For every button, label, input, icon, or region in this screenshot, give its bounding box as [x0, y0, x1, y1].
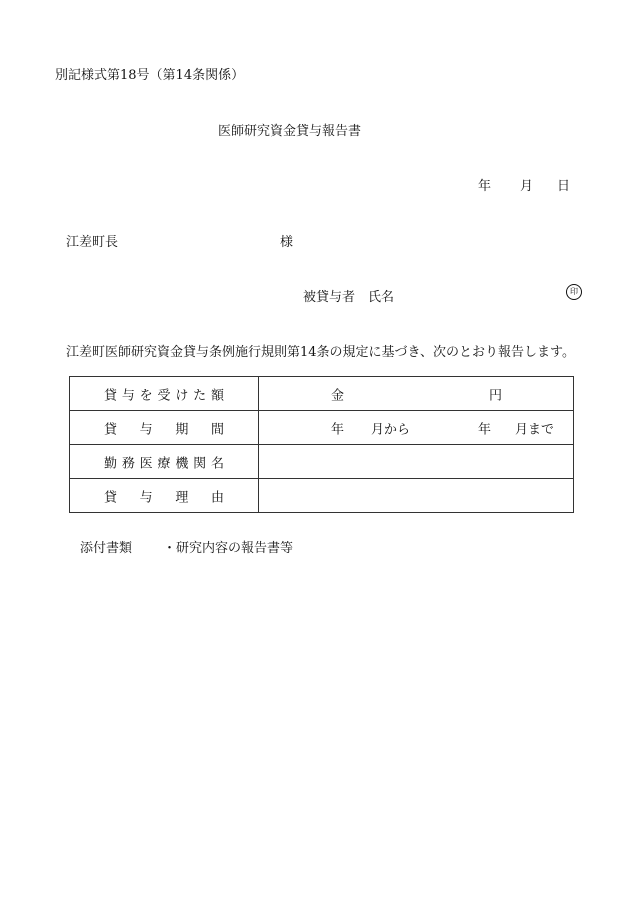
medical-institution-field[interactable] [259, 445, 574, 479]
label-char: 貸 [104, 388, 118, 403]
label-char: 名 [210, 456, 224, 471]
label-char: 関 [193, 456, 207, 471]
amount-prefix: 金 [331, 388, 345, 403]
label-char: 機 [175, 456, 189, 471]
period-start-month: 月から [371, 422, 411, 437]
document-title: 医師研究資金貸与報告書 [218, 124, 362, 139]
label-char: 務 [121, 456, 135, 471]
loan-reason-field[interactable] [259, 479, 574, 513]
label-char: け [175, 388, 189, 403]
date-day-label: 日 [557, 179, 571, 194]
period-end-year: 年 [478, 422, 492, 437]
label-char: 間 [210, 422, 224, 437]
label-char: 医 [139, 456, 153, 471]
form-reference: 別記様式第18号（第14条関係） [55, 68, 245, 83]
loan-period-field[interactable] [259, 411, 574, 445]
label-char: 額 [210, 388, 224, 403]
label-char: を [139, 388, 153, 403]
amount-unit: 円 [489, 388, 503, 403]
attachment-item: ・研究内容の報告書等 [163, 541, 294, 556]
label-char: 受 [157, 388, 171, 403]
label-char: 由 [210, 490, 224, 505]
table-row-loan-amount [70, 377, 574, 411]
period-start-year: 年 [331, 422, 345, 437]
row-label-loan-period [70, 411, 259, 445]
label-char: 理 [175, 490, 189, 505]
row-label-medical-institution [70, 445, 259, 479]
table-row-loan-reason [70, 479, 574, 513]
report-statement: 江差町医師研究資金貸与条例施行規則第14条の規定に基づき、次のとおり報告します。 [66, 345, 575, 360]
borrower-name-label: 被貸与者 氏名 [303, 290, 395, 305]
label-char: 勤 [104, 456, 118, 471]
label-char: 療 [157, 456, 171, 471]
attachments-label: 添付書類 [80, 541, 133, 556]
label-char: 与 [139, 422, 153, 437]
label-char: 期 [175, 422, 189, 437]
seal-icon: 印 [566, 284, 582, 300]
label-char: 与 [121, 388, 135, 403]
label-char: 貸 [104, 490, 118, 505]
period-end-month: 月まで [515, 422, 555, 437]
report-table [69, 376, 574, 513]
table-row-loan-period [70, 411, 574, 445]
date-year-label: 年 [478, 179, 492, 194]
row-label-loan-amount [70, 377, 259, 411]
loan-amount-field[interactable] [259, 377, 574, 411]
label-char: 与 [139, 490, 153, 505]
addressee-name: 江差町長 [66, 235, 119, 250]
table-row-medical-institution [70, 445, 574, 479]
date-month-label: 月 [520, 179, 534, 194]
label-char: 貸 [104, 422, 118, 437]
row-label-loan-reason [70, 479, 259, 513]
addressee-honorific: 様 [280, 235, 294, 250]
label-char: た [193, 388, 207, 403]
